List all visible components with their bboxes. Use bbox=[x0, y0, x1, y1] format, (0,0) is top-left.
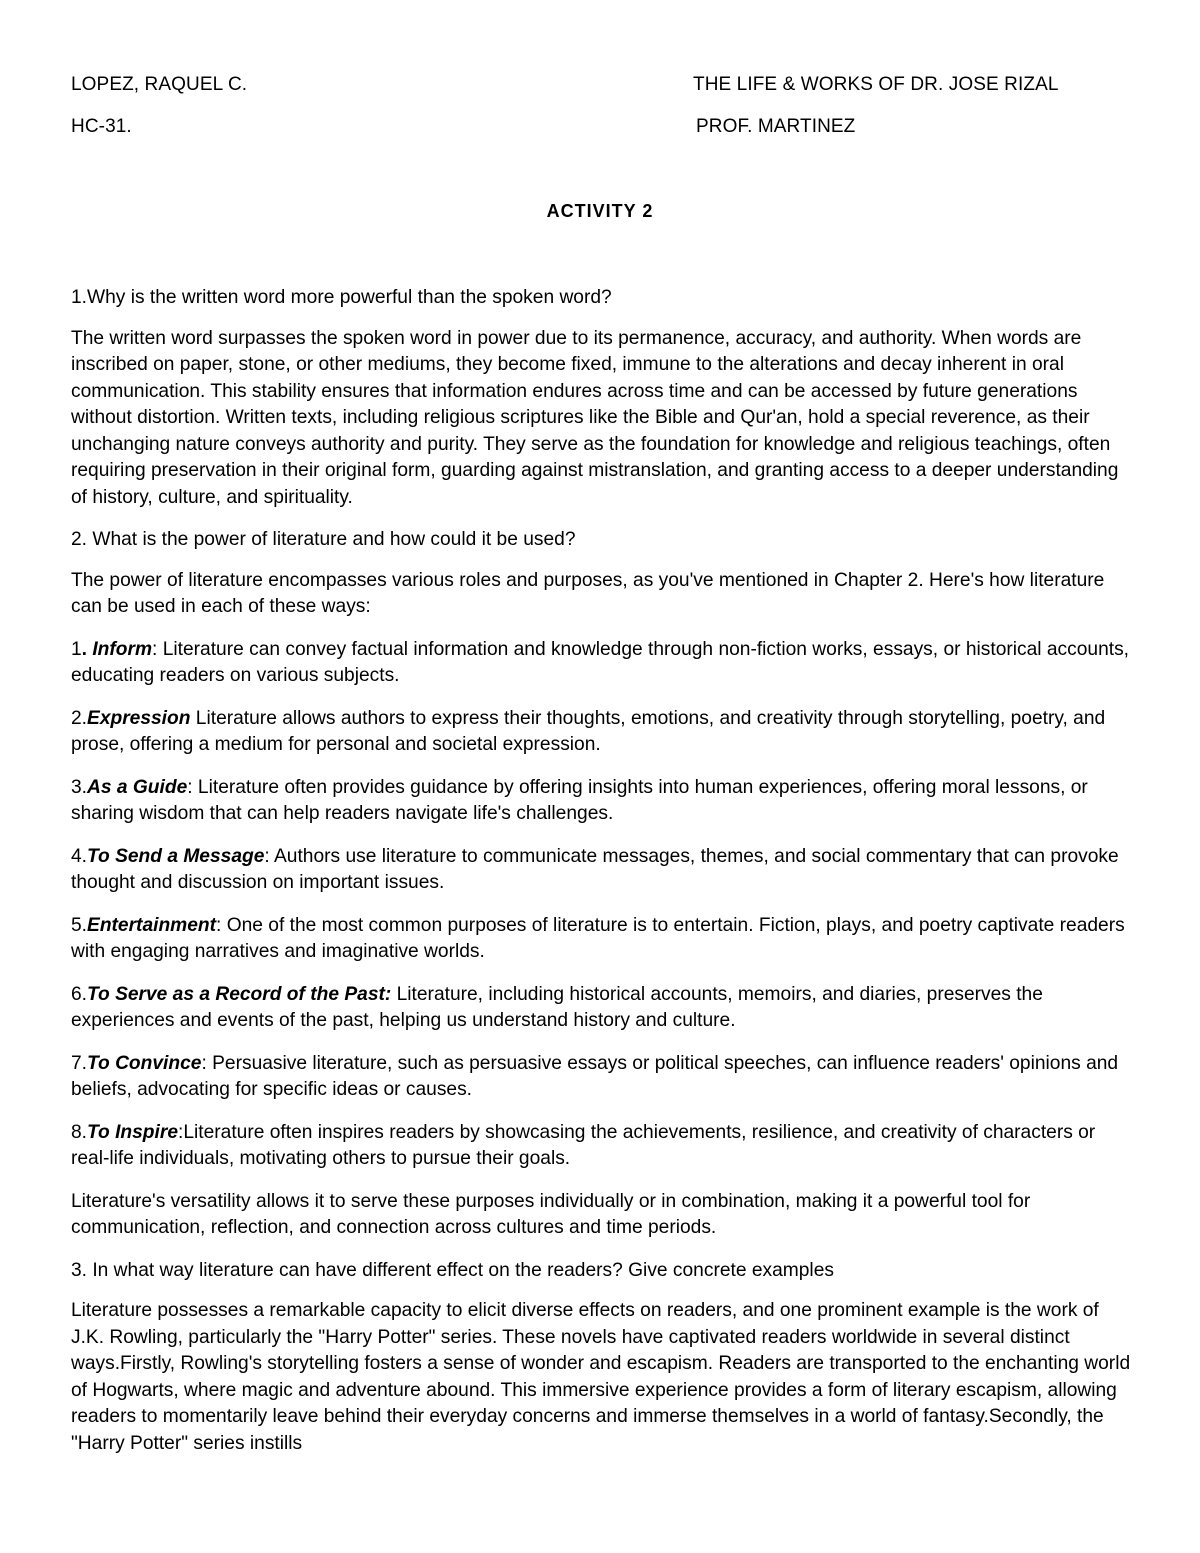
list-item-term: To Send a Message bbox=[87, 845, 265, 867]
document-body bbox=[71, 285, 1136, 1473]
answer-1: The written word surpasses the spoken word in power due to its permanence, accuracy, and authority. When words are inscribed on paper, stone, or other mediums, they become fixed, immune to the alterations and decay inherent in oral communication. This stability ensures that information endures across time and can be accessed by future generations without distortion. Written texts, including religious scriptures like the Bible and Qur'an, hold a special reverence, as their unchanging nature conveys authority and purity. They serve as the foundation for knowledge and religious teachings, often requiring preservation in their original form, guarding against mistranslation, and granting access to a deeper understanding of history, culture, and spirituality. bbox=[71, 327, 1119, 508]
list-item-text: Literature allows authors to express their thoughts, emotions, and creativity through storytelling, poetry, and prose, offering a medium for personal and societal expression. bbox=[71, 707, 1106, 755]
list-item-punctuation: : bbox=[264, 845, 270, 867]
list-item-text: One of the most common purposes of literature is to entertain. Fiction, plays, and poetry captivate readers with engaging narratives and imaginative worlds. bbox=[71, 914, 1125, 962]
list-item-punctuation: : bbox=[201, 1052, 207, 1074]
question-2: 2. What is the power of literature and how could it be used? bbox=[71, 529, 576, 550]
list-item-text: Literature often inspires readers by showcasing the achievements, resilience, and creativity of characters or real-life individuals, motivating others to pursue their goals. bbox=[71, 1121, 1096, 1169]
list-item-number: 6. bbox=[71, 983, 88, 1005]
list-item-text: Literature often provides guidance by offering insights into human experiences, offering moral lessons, or sharing wisdom that can help readers navigate life's challenges. bbox=[71, 776, 1088, 824]
answer-2-conclusion: Literature's versatility allows it to serve these purposes individually or in combination, making it a powerful tool for communication, reflection, and connection across cultures and time periods. bbox=[71, 1190, 1031, 1238]
list-item-punctuation: : bbox=[152, 638, 158, 660]
list-item-punctuation: : bbox=[187, 776, 193, 798]
section-code: HC-31. bbox=[71, 116, 132, 137]
purpose-list-item bbox=[71, 982, 1136, 1035]
list-item-separator: . bbox=[81, 638, 93, 660]
purpose-list-item bbox=[71, 706, 1136, 759]
list-item-term: To Convince bbox=[87, 1052, 202, 1074]
list-item-number: 1 bbox=[71, 638, 82, 660]
list-item-number: 7. bbox=[71, 1052, 88, 1074]
list-item-number: 8. bbox=[71, 1121, 88, 1143]
list-item-number: 3. bbox=[71, 776, 88, 798]
list-item-punctuation: : bbox=[178, 1121, 184, 1143]
professor-name: PROF. MARTINEZ bbox=[696, 116, 856, 137]
purpose-list-item bbox=[71, 844, 1136, 897]
answer-3: Literature possesses a remarkable capacity to elicit diverse effects on readers, and one prominent example is the work of J.K. Rowling, particularly the "Harry Potter" series. These novels have captivated readers worldwide in several distinct ways.Firstly, Rowling's storytelling fosters a sense of wonder and escapism. Readers are transported to the enchanting world of Hogwarts, where magic and adventure abound. This immersive experience provides a form of literary escapism, allowing readers to momentarily leave behind their everyday concerns and immerse themselves in a world of fantasy.Secondly, the "Harry Potter" series instills bbox=[71, 1300, 1131, 1454]
list-item-number: 5. bbox=[71, 914, 88, 936]
list-item-punctuation: : bbox=[216, 914, 222, 936]
course-title: THE LIFE & WORKS OF DR. JOSE RIZAL bbox=[693, 74, 1059, 95]
list-item-term: Inform bbox=[92, 638, 153, 660]
list-item-text: Authors use literature to communicate messages, themes, and social commentary that can provoke thought and discussion on important issues. bbox=[71, 845, 1119, 893]
list-item-text: Literature, including historical accounts, memoirs, and diaries, preserves the experiences and events of the past, helping us understand history and culture. bbox=[71, 983, 1043, 1031]
list-item-number: 4. bbox=[71, 845, 88, 867]
student-name: LOPEZ, RAQUEL C. bbox=[71, 74, 248, 95]
document-title: ACTIVITY 2 bbox=[546, 201, 654, 221]
list-item-term: To Inspire bbox=[87, 1121, 178, 1143]
list-item-term: As a Guide bbox=[87, 776, 188, 798]
purpose-list-item bbox=[71, 1051, 1136, 1104]
question-3: 3. In what way literature can have different effect on the readers? Give concrete examples bbox=[71, 1259, 834, 1281]
purpose-list-item bbox=[71, 775, 1136, 828]
list-item-term: Entertainment bbox=[87, 914, 217, 936]
question-1: 1.Why is the written word more powerful than the spoken word? bbox=[71, 287, 612, 308]
purpose-list-item bbox=[71, 637, 1136, 690]
purpose-list-item bbox=[71, 913, 1136, 966]
list-item-text: Persuasive literature, such as persuasive essays or political speeches, can influence readers' opinions and beliefs, advocating for specific ideas or causes. bbox=[71, 1052, 1119, 1100]
purpose-list-item bbox=[71, 1120, 1136, 1173]
list-item-term: To Serve as a Record of the Past: bbox=[87, 983, 392, 1005]
purpose-list bbox=[71, 637, 1136, 1173]
list-item-text: Literature can convey factual information and knowledge through non-fiction works, essays, or historical accounts, educating readers on various subjects. bbox=[71, 638, 1130, 686]
list-item-term: Expression bbox=[87, 707, 191, 729]
list-item-number: 2. bbox=[71, 707, 88, 729]
answer-2-intro: The power of literature encompasses various roles and purposes, as you've mentioned in Chapter 2. Here's how literature can be used in each of these ways: bbox=[71, 569, 1105, 617]
